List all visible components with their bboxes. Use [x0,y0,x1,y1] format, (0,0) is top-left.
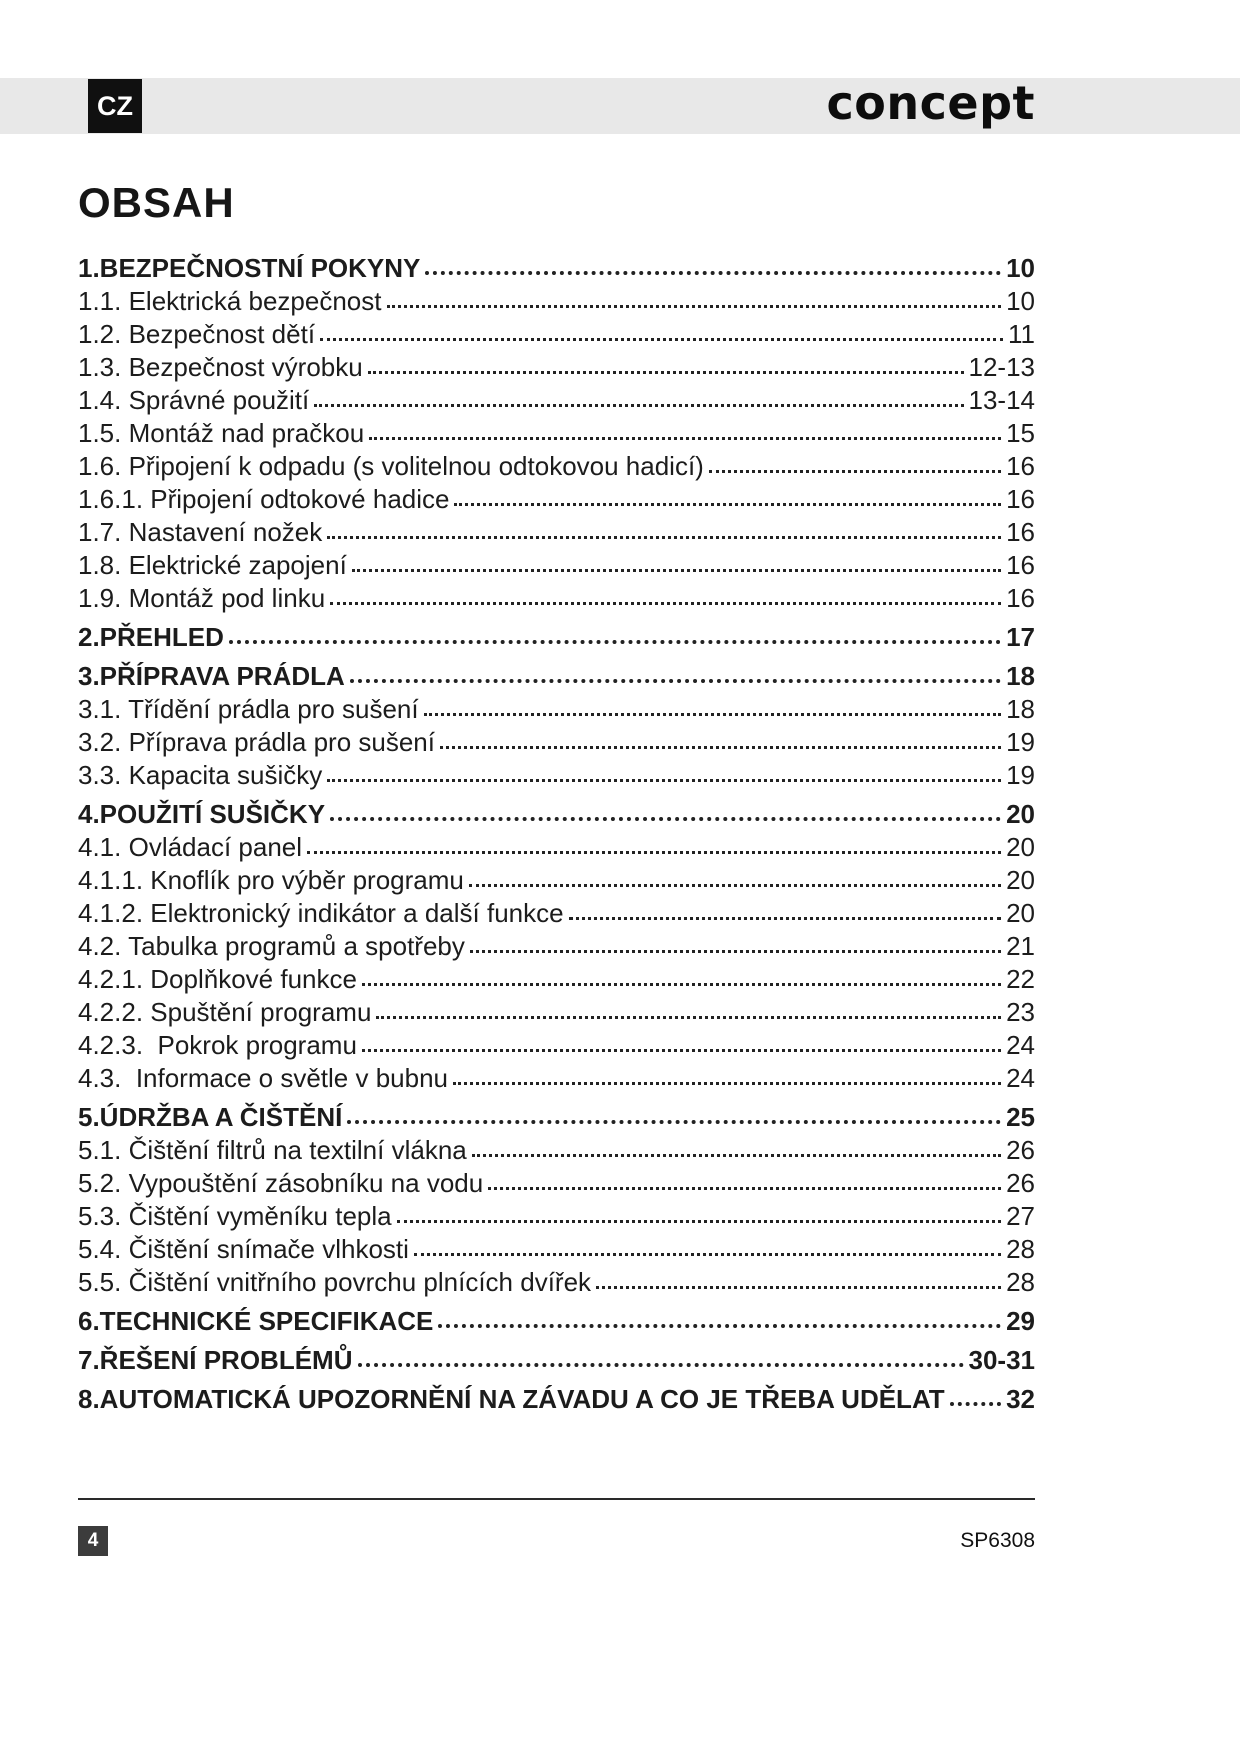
toc-entry [78,285,1035,318]
toc-entry-page: 28 [1006,1267,1035,1297]
toc-entry-page: 12-13 [968,352,1035,382]
toc-entry [78,1134,1035,1167]
toc-entry-label: 5.ÚDRŽBA A ČIŠTĚNÍ [78,1102,343,1132]
toc-entry [78,621,1035,654]
dot-leader [358,1363,964,1367]
toc-entry [78,483,1035,516]
dot-leader [229,640,1001,644]
dot-leader [330,602,1001,605]
toc-entry-label: 4.1. Ovládací panel [78,832,303,862]
toc-entry-label: 4.1.2. Elektronický indikátor a další funkce [78,898,564,928]
toc-entry-page: 26 [1006,1135,1035,1165]
toc-entry [78,1200,1035,1233]
toc-entry-page: 10 [1006,286,1035,316]
model-number: SP6308 [960,1529,1035,1552]
toc-entry [78,1062,1035,1095]
toc-entry-label: 4.2.2. Spuštění programu [78,997,372,1027]
toc-entry-label: 4.2.3. Pokrok programu [78,1030,357,1060]
dot-leader [387,305,1002,308]
language-badge-label: CZ [97,90,133,121]
dot-leader [440,746,1001,749]
dot-leader [470,950,1001,953]
toc-entry [78,384,1035,417]
toc-entry-page: 20 [1006,799,1035,829]
toc-entry [78,798,1035,831]
toc-entry-page: 19 [1006,760,1035,790]
dot-leader [569,917,1001,920]
toc-entry [78,897,1035,930]
toc-entry [78,1383,1035,1416]
dot-leader [330,817,1001,821]
dot-leader [327,536,1001,539]
toc-entry-label: 4.2. Tabulka programů a spotřeby [78,931,465,961]
dot-leader [414,1253,1001,1256]
toc-entry-page: 22 [1006,964,1035,994]
header-bar [0,78,1240,134]
dot-leader [454,503,1001,506]
page-number-badge: 4 [78,1526,108,1556]
toc-entry-page: 17 [1006,622,1035,652]
toc-entry-page: 32 [1006,1384,1035,1414]
page-content [78,178,1035,1416]
toc-entry [78,660,1035,693]
toc-entry [78,759,1035,792]
dot-leader [362,1049,1001,1052]
dot-leader [307,851,1001,854]
toc-entry-page: 30-31 [968,1345,1035,1375]
toc-entry-page: 18 [1006,694,1035,724]
toc-entry [78,417,1035,450]
toc-entry-page: 18 [1006,661,1035,691]
toc-entry [78,549,1035,582]
toc-entry-label: 4.POUŽITÍ SUŠIČKY [78,799,326,829]
dot-leader [362,983,1001,986]
dot-leader [327,779,1001,782]
dot-leader [320,338,1003,341]
toc-entry-page: 23 [1006,997,1035,1027]
toc-entry-label: 7.ŘEŠENÍ PROBLÉMŮ [78,1345,353,1375]
toc-entry [78,450,1035,483]
toc-entry-page: 24 [1006,1063,1035,1093]
language-badge [88,79,142,133]
dot-leader [596,1286,1001,1289]
toc-entry-label: 4.1.1. Knoflík pro výběr programu [78,865,464,895]
dot-leader [950,1402,1001,1406]
dot-leader [314,404,963,407]
toc-entry-label: 1.5. Montáž nad pračkou [78,418,365,448]
brand-logo: concept [826,76,1035,130]
toc-entry [78,1344,1035,1377]
toc-entry-page: 24 [1006,1030,1035,1060]
toc-entry-label: 8.AUTOMATICKÁ UPOZORNĚNÍ NA ZÁVADU A CO JE TŘEBA UDĚLAT [78,1384,945,1414]
toc-entry [78,1266,1035,1299]
toc-entry [78,1305,1035,1338]
toc-entry-label: 1.BEZPEČNOSTNÍ POKYNY [78,253,421,283]
dot-leader [347,1120,1001,1124]
toc-entry [78,726,1035,759]
toc-entry-label: 3.2. Příprava prádla pro sušení [78,727,435,757]
toc-entry-label: 1.7. Nastavení nožek [78,517,323,547]
toc-entry-page: 16 [1006,451,1035,481]
toc-entry [78,1101,1035,1134]
dot-leader [488,1187,1001,1190]
toc-entry [78,318,1035,351]
toc-entry [78,516,1035,549]
toc-entry-page: 15 [1006,418,1035,448]
footer-divider [78,1498,1035,1500]
dot-leader [397,1220,1001,1223]
dot-leader [368,371,964,374]
toc-entry-label: 1.6. Připojení k odpadu (s volitelnou odtokovou hadicí) [78,451,704,481]
toc-entry-label: 5.1. Čištění filtrů na textilní vlákna [78,1135,467,1165]
toc-entry-label: 3.PŘÍPRAVA PRÁDLA [78,661,345,691]
dot-leader [369,437,1001,440]
toc-entry [78,582,1035,615]
toc-entry-page: 10 [1006,253,1035,283]
toc-entry [78,930,1035,963]
toc-entry-label: 2.PŘEHLED [78,622,224,652]
page-footer [78,1498,1035,1556]
toc-entry [78,351,1035,384]
toc-entry-page: 29 [1006,1306,1035,1336]
toc-entry-label: 5.5. Čištění vnitřního povrchu plnících dvířek [78,1267,592,1297]
toc-entry-label: 3.1. Třídění prádla pro sušení [78,694,419,724]
toc-entry-label: 1.9. Montáž pod linku [78,583,326,613]
toc-entry-page: 19 [1006,727,1035,757]
toc-entry-page: 16 [1006,517,1035,547]
dot-leader [424,713,1001,716]
toc-entry-label: 5.3. Čištění vyměníku tepla [78,1201,392,1231]
toc-entry [78,693,1035,726]
toc-entry-label: 4.2.1. Doplňkové funkce [78,964,357,994]
toc-entry-label: 6.TECHNICKÉ SPECIFIKACE [78,1306,434,1336]
dot-leader [350,679,1001,683]
dot-leader [453,1082,1001,1085]
toc-entry-page: 16 [1006,550,1035,580]
toc-entry-page: 20 [1006,898,1035,928]
toc-entry-label: 1.2. Bezpečnost dětí [78,319,316,349]
dot-leader [469,884,1001,887]
toc-entry-label: 1.3. Bezpečnost výrobku [78,352,363,382]
toc-entry-label: 4.3. Informace o světle v bubnu [78,1063,448,1093]
dot-leader [352,569,1001,572]
toc-entry [78,1167,1035,1200]
toc-entry-page: 27 [1006,1201,1035,1231]
toc-entry-page: 13-14 [968,385,1035,415]
toc-entry [78,996,1035,1029]
toc-entry-label: 5.2. Vypouštění zásobníku na vodu [78,1168,484,1198]
toc-entry-page: 11 [1008,319,1035,349]
toc-entry-page: 25 [1006,1102,1035,1132]
toc-entry [78,963,1035,996]
toc-entry-page: 20 [1006,865,1035,895]
dot-leader [709,470,1001,473]
toc-entry-page: 16 [1006,484,1035,514]
toc-entry-label: 1.4. Správné použití [78,385,310,415]
dot-leader [425,271,1001,275]
toc-entry-page: 21 [1006,931,1035,961]
toc-entry [78,252,1035,285]
toc-entry-label: 5.4. Čištění snímače vlhkosti [78,1234,409,1264]
toc-entry [78,831,1035,864]
dot-leader [376,1016,1001,1019]
toc-entry [78,864,1035,897]
toc-entry [78,1233,1035,1266]
toc-entry-page: 26 [1006,1168,1035,1198]
dot-leader [472,1154,1001,1157]
toc-entry-page: 16 [1006,583,1035,613]
toc-entry [78,1029,1035,1062]
toc-entry-label: 3.3. Kapacita sušičky [78,760,323,790]
dot-leader [438,1324,1001,1328]
toc-entry-label: 1.1. Elektrická bezpečnost [78,286,382,316]
page-title: OBSAH [78,179,235,226]
toc-entry-label: 1.8. Elektrické zapojení [78,550,347,580]
footer-row [78,1526,1035,1556]
toc-entry-page: 28 [1006,1234,1035,1264]
toc-entry-page: 20 [1006,832,1035,862]
toc-list [78,252,1035,1416]
toc-entry-label: 1.6.1. Připojení odtokové hadice [78,484,450,514]
